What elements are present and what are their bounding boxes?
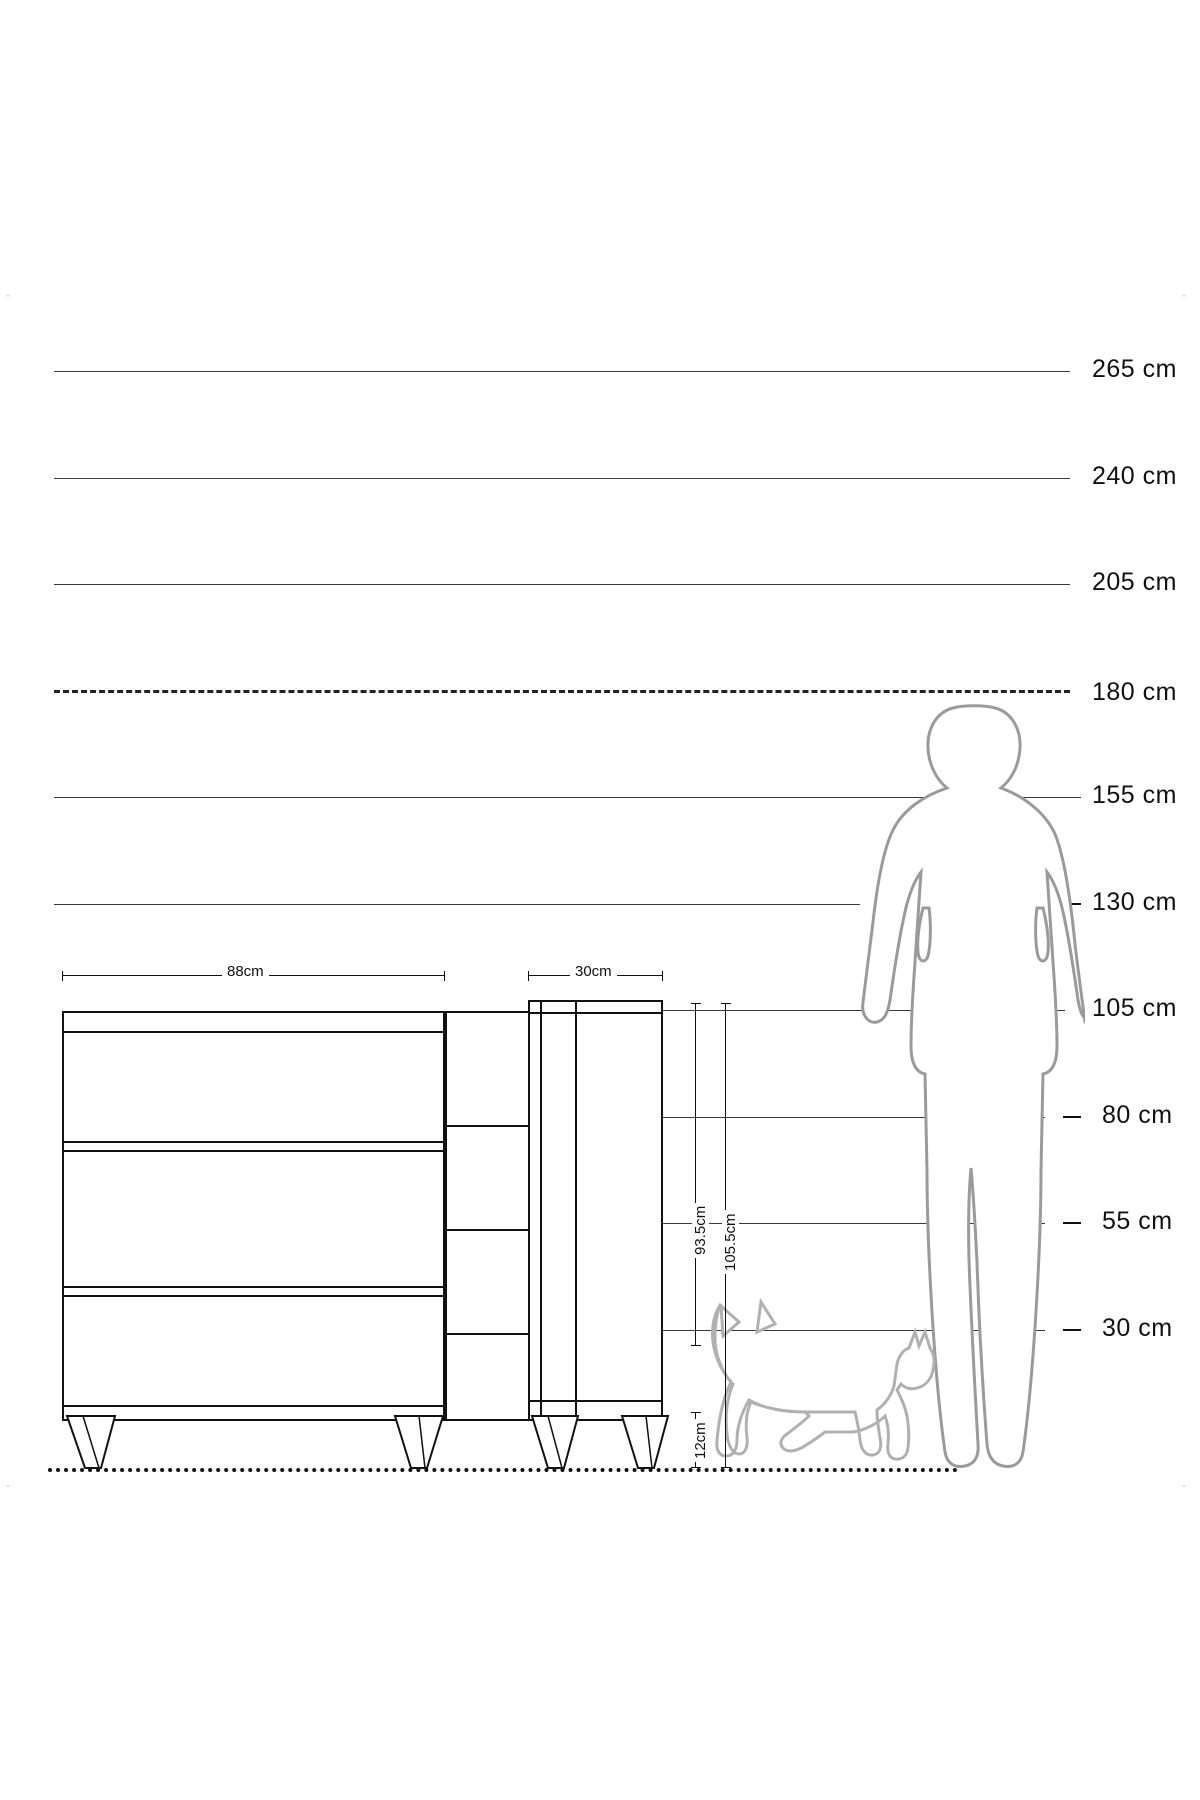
dimension-cap-bottom-3 [691,1467,701,1468]
height-label-80: 80 cm [1102,1101,1173,1129]
height-line-265 [54,371,1070,372]
right-cabinet-door-edge [575,1002,577,1419]
open-shelf-legs [55,1414,455,1476]
height-line-130 [54,904,860,905]
height-line-205 [54,584,1070,585]
height-line-240 [54,478,1070,479]
dimension-cap-bottom [691,1345,701,1346]
cat-silhouette [705,1298,945,1470]
dimension-width-left-label: 88cm [222,963,269,980]
dimension-height-body [695,1003,696,1346]
height-label-105: 105 cm [1092,994,1177,1022]
dimension-height-body-label: 93.5cm [692,1203,709,1258]
dimension-cap-left [62,971,63,981]
height-label-240: 240 cm [1092,462,1177,490]
height-label-205: 205 cm [1092,568,1177,596]
dimension-cap-right [444,971,445,981]
open-shelf-bottom-inner [64,1405,443,1407]
corner-mark-top-right: · [1182,288,1186,302]
dimension-cap-top-2 [721,1003,731,1004]
dimension-cap-top-3 [691,1412,701,1413]
dimension-cap-right-2 [662,971,663,981]
dimension-cap-bottom-2 [721,1467,731,1468]
right-cabinet-inner-left [540,1002,542,1419]
corner-mark-bottom-left: · [6,1478,10,1492]
right-cabinet-unit [528,1000,663,1421]
corner-mark-bottom-right: · [1182,1478,1186,1492]
height-label-180: 180 cm [1092,678,1177,706]
middle-column-divider-3 [447,1333,533,1335]
height-label-265: 265 cm [1092,355,1177,383]
middle-column-divider-2 [447,1229,533,1231]
right-cabinet-legs [520,1414,680,1476]
dimension-height-total-label: 105.5cm [722,1210,739,1274]
middle-column-divider-1 [447,1125,533,1127]
corner-mark-top-left: · [6,288,10,302]
height-label-55: 55 cm [1102,1207,1173,1235]
dimension-width-right-label: 30cm [570,963,617,980]
open-shelf-top-inner [64,1031,443,1033]
right-cabinet-top-inner [530,1012,661,1014]
height-label-130: 130 cm [1092,888,1177,916]
middle-column-unit [445,1011,535,1421]
height-label-155: 155 cm [1092,781,1177,809]
open-shelf-divider-1 [64,1141,443,1152]
height-label-30: 30 cm [1102,1314,1173,1342]
open-shelf-unit [62,1011,445,1421]
dimension-height-legs-label: 12cm [692,1419,709,1462]
open-shelf-divider-2 [64,1286,443,1297]
right-cabinet-bottom-inner [530,1400,661,1402]
dimension-cap-top [691,1003,701,1004]
dimension-cap-left-2 [528,971,529,981]
